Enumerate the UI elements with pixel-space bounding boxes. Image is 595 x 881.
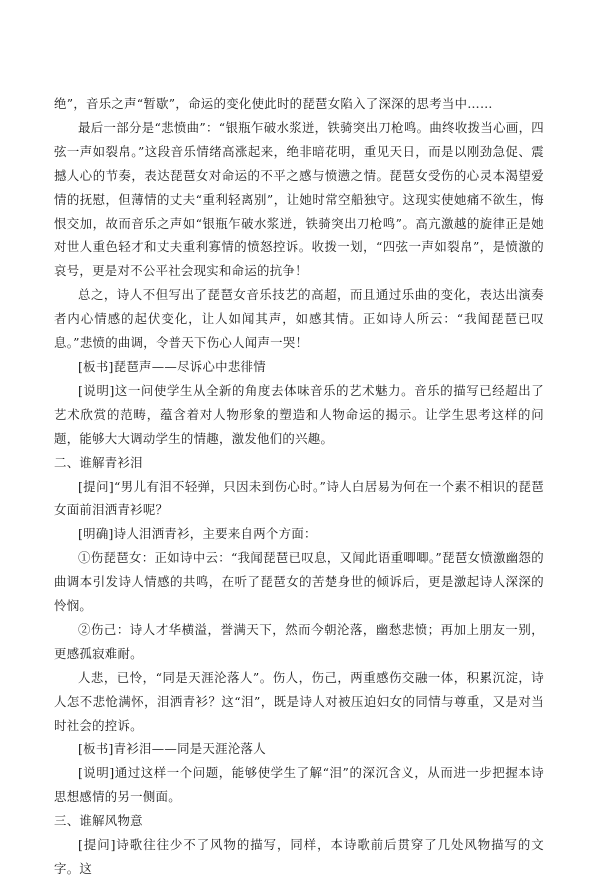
board-note-qingshan-lei: [板书]青衫泪——同是天涯沦落人 xyxy=(78,741,266,757)
paragraph-bei-fen-qu: 最后一部分是“悲愤曲”：“银瓶乍破水浆迸，铁骑突出刀枪鸣。曲终收拨当心画，四弦一声如裂帛。”这段音乐情绪高涨起来，绝非暗花明，重见天日，而是以刚劲急促、震撼人心的节奏，表达琵琶女对命运的不平之感与愤懑之情。琵琶女受伤的心灵本渴望爱情的抚慰，但薄情的丈夫“重利轻离别”，让她时常空船独守。这现实使她痛不欲生，悔恨交加，故而音乐之声如“银瓶乍破水浆迸，铁骑突出刀枪鸣”。高亢激越的旋律正是她对世人重色轻才和丈夫重利寡情的愤怒控诉。收拨一划，“四弦一声如裂帛”，是愤激的哀号，更是对不公平社会现实和命运的抗争！ xyxy=(54,119,544,279)
paragraph-summary: 总之，诗人不但写出了琵琶女音乐技艺的高超，而且通过乐曲的变化，表达出演奏者内心情感的起伏变化，让人如闻其声，如感其情。正如诗人所云：“我闻琵琶已叹息。”悲愤的曲调，令普天下伤心人闻声一哭！ xyxy=(54,287,544,351)
explanation-tears: [说明]通过这样一个问题，能够使学生了解“泪”的深沉含义，从而进一步把握本诗思想感情的另一侧面。 xyxy=(54,765,544,805)
question-tears: [提问]“男儿有泪不轻弹，只因未到伤心时。”诗人白居易为何在一个素不相识的琵琶女面前泪洒青衫呢？ xyxy=(54,478,544,518)
question-scenery: [提问]诗歌往往少不了风物的描写，同样，本诗歌前后贯穿了几处风物描写的文字。这 xyxy=(54,837,544,876)
section-heading-qingshan-lei: 二、谁解青衫泪 xyxy=(54,454,143,470)
explanation-music: [说明]这一问使学生从全新的角度去体味音乐的艺术魅力。音乐的描写已经超出了艺术欣赏的范畴，蕴含着对人物形象的塑造和人物命运的揭示。让学生思考这样的问题，能够大大调动学生的情趣，激发他们的兴趣。 xyxy=(54,382,544,446)
board-note-pipa-sheng: [板书]琵琶声——尽诉心中悲徘情 xyxy=(78,358,266,374)
answer-two-aspects: [明确]诗人泪洒青衫，主要来自两个方面： xyxy=(78,526,317,542)
section-heading-fengwu-yi: 三、谁解风物意 xyxy=(54,813,143,829)
document-body xyxy=(54,92,544,881)
paragraph-tianya-lunluo: 人悲，已怜，“同是天涯沦落人”。伤人，伤己，两重感伤交融一体，积累沉淀，诗人怎不悲怆满怀，泪洒青衫？这“泪”，既是诗人对被压迫妇女的同情与尊重，又是对当时社会的控诉。 xyxy=(54,669,544,733)
paragraph-continuation: 绝”，音乐之声“暂歇”，命运的变化使此时的琵琶女陷入了深深的思考当中…… xyxy=(54,96,493,111)
point-shang-pipa-nv: ①伤琵琶女：正如诗中云：“我闻琵琶已叹息，又闻此语重唧唧。”琵琶女愤激幽怨的曲调本引发诗人情感的共鸣，在听了琵琶女的苦楚身世的倾诉后，更是激起诗人深深的怜悯。 xyxy=(54,550,544,614)
point-shang-ji: ②伤己：诗人才华横溢，誉满天下，然而今朝沦落，幽愁悲愤；再加上朋友一别，更感孤寂难耐。 xyxy=(54,621,544,661)
